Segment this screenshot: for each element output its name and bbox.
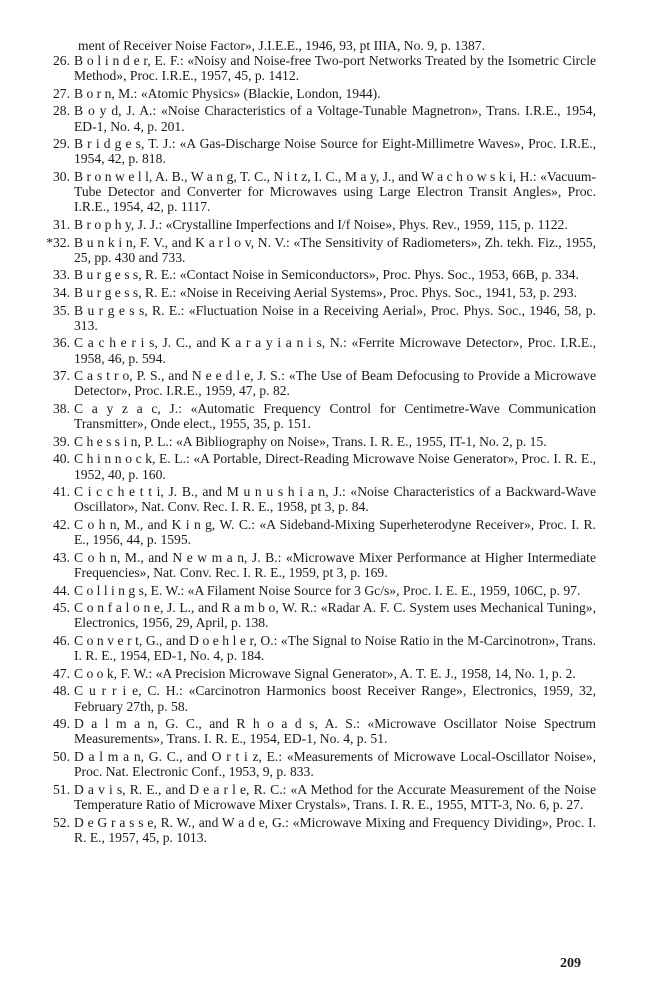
reference-item [0,136,648,166]
reference-item [0,217,648,232]
reference-item [0,434,648,449]
reference-item [0,267,648,282]
reference-number: 45. [53,600,70,616]
reference-list [0,53,648,847]
reference-text: C h e s s i n, P. L.: «A Bibliography on Noise», Trans. I. R. E., 1955, IT-1, No. 2, p. 15. [74,433,547,449]
reference-number: *32. [46,234,70,250]
reference-item [0,53,648,83]
reference-item [0,666,648,681]
reference-text: C a s t r o, P. S., and N e e d l e, J. S.: «The Use of Beam Defocusing to Provide a Microwave Detector», Proc. I.R.E., 1959, 47, p. 82. [74,368,596,399]
reference-item [0,368,648,398]
reference-number: 46. [53,632,70,648]
reference-number: 29. [53,136,70,152]
reference-item [0,303,648,333]
reference-number: 47. [53,665,70,681]
reference-text: B u n k i n, F. V., and K a r l o v, N. V.: «The Sensitivity of Radiometers», Zh. tekh. Fiz., 1955, 25, pp. 430 and 733. [74,234,596,265]
reference-item [0,285,648,300]
reference-item [0,517,648,547]
reference-item [0,401,648,431]
reference-text: B o y d, J. A.: «Noise Characteristics of a Voltage-Tunable Magnetron», Trans. I.R.E., 1954, ED-1, No. 4, p. 201. [74,103,596,134]
reference-number: 30. [53,168,70,184]
reference-number: 33. [53,267,70,283]
reference-item [0,749,648,779]
reference-number: 39. [53,433,70,449]
reference-text: D a l m a n, G. C., and O r t i z, E.: «Measurements of Microwave Local-Oscillator Noise», Proc. Nat. Electronic Conf., 1953, 9, p. 833. [74,748,596,780]
reference-number: 51. [53,781,70,797]
reference-item [0,235,648,265]
reference-item [0,782,648,812]
reference-text: C o n v e r t, G., and D o e h l e r, O.: «The Signal to Noise Ratio in the M-Carcinotron», Trans. I. R. E., 1954, ED-1, No. 4, p. 184. [74,632,596,664]
reference-item [0,633,648,663]
reference-number: 26. [53,53,70,68]
reference-number: 41. [53,484,70,500]
reference-item [0,600,648,630]
reference-text: C h i n n o c k, E. L.: «A Portable, Direct-Reading Microwave Noise Generator», Proc. I. R. E., 1952, 40, p. 160. [74,451,596,482]
reference-text: B r i d g e s, T. J.: «A Gas-Discharge Noise Source for Eight-Millimetre Waves», Proc. I.R.E., 1954, 42, p. 818. [74,136,596,167]
reference-text: C o n f a l o n e, J. L., and R a m b o, W. R.: «Radar A. F. C. System uses Mechanical Tuning», Electronics, 1956, 29, April, p. 138. [74,600,596,631]
reference-item [0,169,648,215]
reference-item [0,86,648,101]
reference-text: B u r g e s s, R. E.: «Noise in Receiving Aerial Systems», Proc. Phys. Soc., 1941, 53, p. 293. [74,284,577,300]
reference-item [0,451,648,481]
reference-text: C a c h e r i s, J. C., and K a r a y i a n i s, N.: «Ferrite Microwave Detector», Proc. I.R.E., 1958, 46, p. 594. [74,335,596,366]
reference-number: 43. [53,549,70,565]
reference-text: C i c c h e t t i, J. B., and M u n u s h i a n, J.: «Noise Characteristics of a Backward-Wave Oscillator», Nat. Conv. Rec. I. R. E., 1958, pt 3, p. 84. [74,484,596,515]
reference-text: B u r g e s s, R. E.: «Fluctuation Noise in a Receiving Aerial», Proc. Phys. Soc., 1946, 58, p. 313. [74,302,596,333]
reference-number: 49. [53,716,70,732]
reference-number: 34. [53,284,70,300]
reference-text: B r o p h y, J. J.: «Crystalline Imperfections and I/f Noise», Phys. Rev., 1959, 115, p. 1122. [74,216,568,232]
reference-number: 36. [53,335,70,351]
reference-text: C o h n, M., and N e w m a n, J. B.: «Microwave Mixer Performance at Higher Intermediate Frequencies», Nat. Conv. Rec. I. R. E., 1959, pt 3, p. 169. [74,549,596,580]
reference-text: C u r r i e, C. H.: «Carcinotron Harmonics boost Receiver Range», Electronics, 1959, 32, February 27th, p. 58. [74,683,596,714]
reference-number: 38. [53,400,70,416]
reference-number: 35. [53,302,70,318]
reference-number: 44. [53,582,70,598]
reference-text: C o o k, F. W.: «A Precision Microwave Signal Generator», A. T. E. J., 1958, 14, No. 1, p. 2. [74,665,576,681]
reference-number: 40. [53,451,70,467]
reference-number: 42. [53,516,70,532]
reference-number: 50. [53,748,70,764]
reference-text: C o h n, M., and K i n g, W. C.: «A Sideband-Mixing Superheterodyne Receiver», Proc. I. R. E., 1956, 44, p. 1595. [74,516,596,548]
page-number: 209 [560,956,581,971]
reference-item [0,550,648,580]
reference-text: C a y z a c, J.: «Automatic Frequency Control for Centimetre-Wave Communication Transmitter», Onde elect., 1955, 35, p. 151. [74,400,596,432]
reference-item [0,815,648,845]
reference-item [0,716,648,746]
reference-item [0,683,648,713]
reference-number: 27. [53,85,70,101]
reference-item [0,335,648,365]
reference-text: B u r g e s s, R. E.: «Contact Noise in Semiconductors», Proc. Phys. Soc., 1953, 66B, p. 334. [74,267,579,283]
reference-number: 48. [53,683,70,699]
reference-text: B r o n w e l l, A. B., W a n g, T. C., N i t z, I. C., M a y, J., and W a c h o w s k i, H.: «Vacuum-Tube Detector and Converter for Microwaves using Large Electron Transit Angles», Proc. I.R.E., 1954, 42, p. 1117. [74,168,596,215]
reference-number: 31. [53,216,70,232]
reference-continuation: ment of Receiver Noise Factor», J.I.E.E., 1946, 93, pt IIIA, No. 9, p. 1387. [78,38,485,53]
reference-item [0,103,648,133]
reference-number: 52. [53,814,70,830]
reference-item [0,583,648,598]
reference-number: 28. [53,103,70,119]
reference-text: D a l m a n, G. C., and R h o a d s, A. S.: «Microwave Oscillator Noise Spectrum Measurements», Trans. I. R. E., 1954, ED-1, No. 4, p. 51. [74,716,596,747]
reference-text: D e G r a s s e, R. W., and W a d e, G.: «Microwave Mixing and Frequency Dividing», Proc. I. R. E., 1957, 45, p. 1013. [74,814,596,845]
reference-number: 37. [53,368,70,384]
reference-text: B o l i n d e r, E. F.: «Noisy and Noise-free Two-port Networks Treated by the Isometric Circle Method», Proc. I.R.E., 1957, 45, p. 1412. [74,53,596,84]
reference-text: D a v i s, R. E., and D e a r l e, R. C.: «A Method for the Accurate Measurement of the Noise Temperature Ratio of Microwave Mixer Crystals», Trans. I. R. E., 1955, MTT-3, No. 6, p. 27. [74,781,596,812]
reference-text: B o r n, M.: «Atomic Physics» (Blackie, London, 1944). [74,85,381,101]
reference-text: C o l l i n g s, E. W.: «A Filament Noise Source for 3 Gc/s», Proc. I. E. E., 1959, 106C, p. 97. [74,582,581,598]
reference-item [0,484,648,514]
